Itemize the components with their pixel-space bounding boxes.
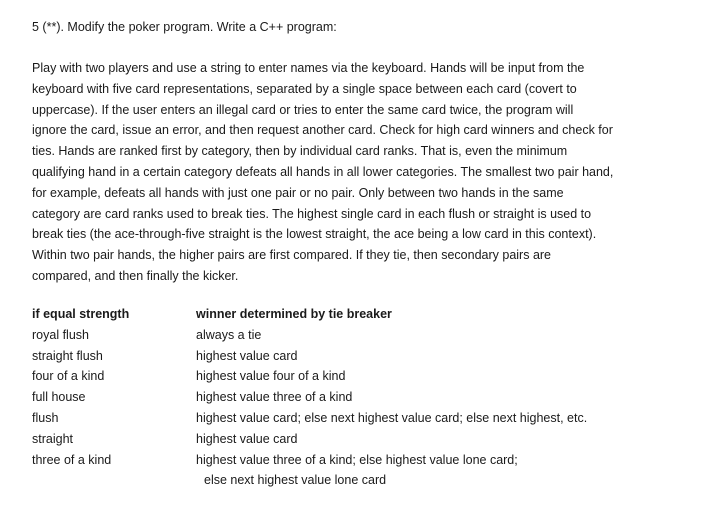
table-header-row	[32, 304, 682, 325]
tie-breaker-rule: highest value card	[196, 348, 298, 363]
hand-category: three of a kind	[32, 452, 112, 467]
exercise-heading: 5 (**). Modify the poker program. Write a C++ program:	[32, 20, 337, 34]
table-row	[32, 450, 682, 471]
paragraph-line: keyboard with five card representations, separated by a single space between each card (covert to	[32, 81, 577, 96]
table-row	[32, 366, 682, 387]
table-row	[32, 325, 682, 346]
instructions-paragraph	[32, 58, 682, 287]
table-row	[32, 429, 682, 450]
tie-breaker-rule-continuation: else next highest value lone card	[204, 473, 387, 488]
hand-category: flush	[32, 410, 59, 425]
table-row	[32, 346, 682, 367]
tie-breaker-rule: highest value card; else next highest value card; else next highest, etc.	[196, 410, 588, 425]
paragraph-line: compared, and then finally the kicker.	[32, 268, 239, 283]
tie-breaker-rule: highest value three of a kind; else highest value lone card;	[196, 452, 518, 467]
tie-breaker-rule: highest value three of a kind	[196, 390, 353, 405]
paragraph-line: category are card ranks used to break ties. The highest single card in each flush or straight is used to	[32, 206, 592, 221]
hand-category: royal flush	[32, 327, 89, 342]
tie-breaker-table	[32, 304, 682, 491]
paragraph-line: Within two pair hands, the higher pairs are first compared. If they tie, then secondary pairs are	[32, 248, 552, 263]
paragraph-line: ties. Hands are ranked first by category, then by individual card ranks. That is, even the minimum	[32, 144, 568, 159]
tie-breaker-rule: always a tie	[196, 327, 262, 342]
column-header-strength: if equal strength	[32, 307, 130, 321]
column-header-tie-breaker: winner determined by tie breaker	[196, 307, 392, 321]
paragraph-line: for example, defeats all hands with just one pair or no pair. Only between two hands in the same	[32, 185, 564, 200]
paragraph-line: break ties (the ace-through-five straight is the lowest straight, the ace being a low card in this context).	[32, 227, 597, 242]
paragraph-line: uppercase). If the user enters an illegal card or tries to enter the same card twice, the program will	[32, 102, 574, 117]
hand-category: full house	[32, 390, 86, 405]
paragraph-line: Play with two players and use a string to enter names via the keyboard. Hands will be input from the	[32, 61, 585, 75]
paragraph-line: ignore the card, issue an error, and then request another card. Check for high card winners and check for	[32, 123, 613, 138]
hand-category: straight	[32, 431, 73, 446]
table-row	[32, 408, 682, 429]
paragraph-line: qualifying hand in a certain category defeats all hands in all lower categories. The smallest two pair hand,	[32, 164, 614, 179]
tie-breaker-rule: highest value card	[196, 431, 298, 446]
table-row	[32, 387, 682, 408]
hand-category: four of a kind	[32, 369, 105, 384]
table-row-continuation	[32, 470, 682, 491]
tie-breaker-rule: highest value four of a kind	[196, 369, 346, 384]
hand-category: straight flush	[32, 348, 103, 363]
